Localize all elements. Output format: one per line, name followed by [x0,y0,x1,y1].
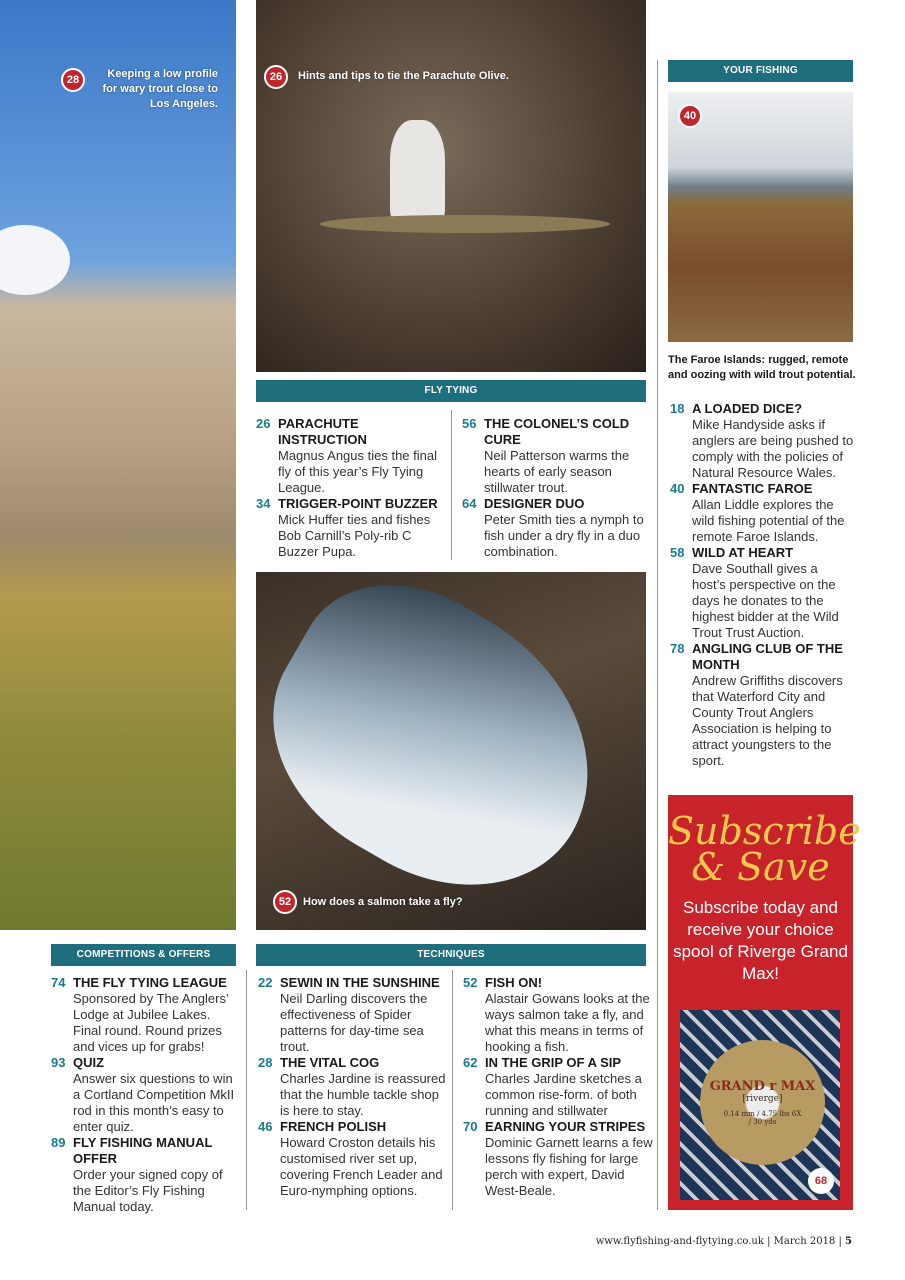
contents-item[interactable] [463,1119,653,1199]
page-number: 89 [51,1135,66,1150]
fly-caption: Hints and tips to tie the Parachute Olive. [298,70,509,82]
footer-date: March 2018 [773,1236,836,1247]
page-badge: 68 [808,1168,834,1194]
item-title: THE FLY TYING LEAGUE [73,975,227,990]
ad-script-subscribe: Subscribe [668,809,861,853]
item-desc: Howard Croston details his customised river set up, covering French Leader and Euro-nymphing options. [280,1135,443,1198]
faroe-photo [668,92,853,342]
contents-item[interactable] [51,1055,241,1135]
item-desc: Charles Jardine sketches a common rise-form. of both running and stillwater [485,1071,642,1118]
ad-text: Subscribe today and receive your choice spool of Riverge Grand Max! [673,898,848,983]
page-number: 78 [670,641,685,656]
contents-item[interactable] [462,496,646,560]
page-badge: 52 [273,890,297,914]
item-desc: Mick Huffer ties and fishes Bob Carnill’s Poly-rib C Buzzer Pupa. [278,512,431,559]
contents-item[interactable] [463,975,653,1055]
page-number: 40 [670,481,685,496]
contents-item[interactable] [670,401,855,481]
contents-item[interactable] [258,975,448,1055]
contents-item[interactable] [256,416,446,496]
item-desc: Sponsored by The Anglers’ Lodge at Jubilee Lakes. Final round. Round prizes and vices up for grabs! [73,991,229,1054]
page-number: 93 [51,1055,66,1070]
item-desc: Answer six questions to win a Cortland Competition MkII rod in this month’s easy to enter quiz. [73,1071,235,1134]
section-header-techniques: TECHNIQUES [256,944,646,966]
desert-photo [0,0,236,930]
page-number: 58 [670,545,685,560]
item-title: FISH ON! [485,975,543,990]
item-title: EARNING YOUR STRIPES [485,1119,646,1134]
page-number: 26 [256,416,271,431]
spool-spec: 0.14 mm / 4.75 lbs 6X / 30 yds [723,1110,802,1126]
footer: www.flyfishing-and-flytying.co.uk | March 2018 | 5 [595,1236,852,1247]
fly-tying-col1 [256,416,446,560]
faroe-caption: The Faroe Islands: rugged, remote and oozing with wild trout potential. [668,354,856,381]
item-title: SEWIN IN THE SUNSHINE [280,975,440,990]
contents-item[interactable] [258,1055,448,1119]
item-desc: Dominic Garnett learns a few lessons fly fishing for large perch with expert, David West-Beale. [485,1135,653,1198]
item-desc: Peter Smith ties a nymph to fish under a dry fly in a duo combination. [484,512,644,559]
section-header-competitions: COMPETITIONS & OFFERS [51,944,236,966]
spool-sub: [riverge] [742,1094,783,1104]
salmon-caption: How does a salmon take a fly? [303,896,463,908]
techniques-col1 [258,975,448,1199]
section-header-fly-tying: FLY TYING [256,380,646,402]
item-desc: Andrew Griffiths discovers that Waterford City and County Trout Anglers Association is helping to attract youngsters to the sport. [692,673,843,768]
section-header-your-fishing: YOUR FISHING [668,60,853,82]
item-desc: Neil Darling discovers the effectiveness of Spider patterns for day-time sea trout. [280,991,428,1054]
item-title: QUIZ [73,1055,105,1070]
contents-item[interactable] [670,545,855,641]
spool-brand: GRAND r MAX [709,1079,816,1094]
item-title: A LOADED DICE? [692,401,803,416]
desert-caption: Keeping a low profile for wary trout close to Los Angeles. [102,68,218,110]
page-number: 28 [258,1055,273,1070]
your-fishing-list [670,401,855,769]
page-number-footer: 5 [845,1236,852,1247]
item-title: DESIGNER DUO [484,496,585,511]
page-badge: 40 [678,104,702,128]
spool-label [700,1040,825,1165]
page-number: 46 [258,1119,273,1134]
item-desc: Alastair Gowans looks at the ways salmon take a fly, and what this means in terms of hooking a fish. [485,991,650,1054]
fly-tying-col2 [462,416,646,560]
salmon [256,572,643,930]
item-title: FLY FISHING MANUAL OFFER [73,1135,213,1166]
item-title: IN THE GRIP OF A SIP [485,1055,622,1070]
item-desc: Charles Jardine is reassured that the humble tackle shop is here to stay. [280,1071,446,1118]
item-title: THE VITAL COG [280,1055,380,1070]
item-desc: Order your signed copy of the Editor’s Fly Fishing Manual today. [73,1167,223,1214]
techniques-col2 [463,975,653,1199]
page-number: 64 [462,496,477,511]
item-title: THE COLONEL’S COLD CURE [484,416,630,447]
contents-item[interactable] [256,496,446,560]
divider [451,410,452,560]
item-title: PARACHUTE INSTRUCTION [278,416,367,447]
page-number: 70 [463,1119,478,1134]
contents-item[interactable] [51,975,241,1055]
item-desc: Mike Handyside asks if anglers are being pushed to comply with the policies of Natural Resource Wales. [692,417,854,480]
item-title: TRIGGER-POINT BUZZER [278,496,438,511]
item-desc: Neil Patterson warms the hearts of early season stillwater trout. [484,448,630,495]
fly-hackle [320,215,610,233]
item-title: ANGLING CLUB OF THE MONTH [692,641,843,672]
item-desc: Allan Liddle explores the wild fishing potential of the remote Faroe Islands. [692,497,845,544]
contents-item[interactable] [462,416,646,496]
item-desc: Dave Southall gives a host’s perspective on the days he donates to the highest bidder at the Wild Trout Trust Auction. [692,561,839,640]
item-title: FANTASTIC FAROE [692,481,813,496]
divider [452,970,453,1210]
divider [657,60,658,1210]
contents-item[interactable] [670,641,855,769]
divider [246,970,247,1210]
page-number: 18 [670,401,685,416]
item-title: WILD AT HEART [692,545,794,560]
page-number: 52 [463,975,478,990]
item-title: FRENCH POLISH [280,1119,387,1134]
footer-url[interactable]: www.flyfishing-and-flytying.co.uk [595,1236,764,1247]
fly-wing [390,120,445,220]
page-badge: 26 [264,65,288,89]
contents-item[interactable] [258,1119,448,1199]
page-number: 22 [258,975,273,990]
contents-item[interactable] [670,481,855,545]
spool-image [680,1010,840,1200]
page-number: 56 [462,416,477,431]
subscribe-ad[interactable] [668,795,861,1210]
page-badge: 28 [61,68,85,92]
competitions-list [51,975,241,1215]
contents-item[interactable] [463,1055,653,1119]
page-number: 74 [51,975,66,990]
fly-photo [256,0,646,372]
page-number: 34 [256,496,271,511]
salmon-photo [256,572,646,930]
page-number: 62 [463,1055,478,1070]
ad-script-save: & Save [691,845,830,889]
contents-item[interactable] [51,1135,241,1215]
item-desc: Magnus Angus ties the final fly of this year’s Fly Tying League. [278,448,437,495]
